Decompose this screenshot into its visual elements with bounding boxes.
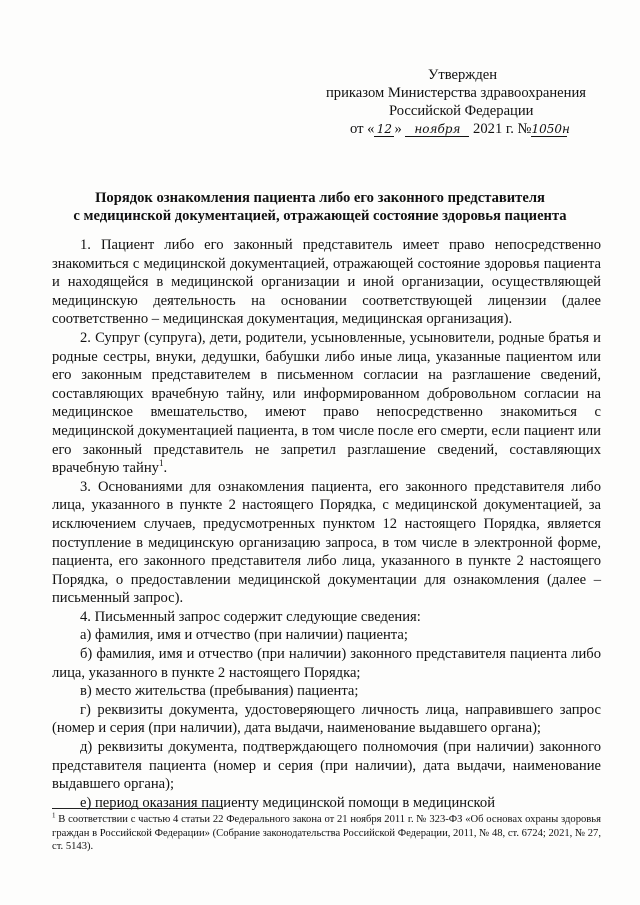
- paragraph-4d: г) реквизиты документа, удостоверяющего личность лица, направившего запрос (номер и серия (при наличии), дата выдачи, наименование выдавшего органа);: [52, 701, 601, 737]
- footnote-separator: [52, 808, 222, 809]
- title-line-2: с медицинской документацией, отражающей состояние здоровья пациента: [73, 208, 567, 224]
- paragraph-1: 1. Пациент либо его законный представитель имеет право непосредственно знакомиться с медицинской документацией, отражающей состояние здоровья пациента и находящейся в медицинской организации и иной организации, осуществляющей медицинскую деятельность на основании соответствующей лицензии (далее соответственно – медицинская документация, медицинская организация).: [52, 237, 601, 328]
- paragraph-4b: б) фамилия, имя и отчество (при наличии) законного представителя пациента либо лица, указанного в пункте 2 настоящего Порядка;: [52, 646, 601, 681]
- paragraph-2-end: .: [163, 460, 168, 477]
- document-title: [40, 189, 600, 225]
- handwritten-day: 12: [374, 122, 394, 137]
- date-mid: »: [394, 121, 402, 137]
- paragraph-4f: е) период оказания пациенту медицинской помощи в медицинской: [80, 794, 496, 811]
- footnote: [52, 813, 601, 854]
- paragraph-4a: а) фамилия, имя и отчество (при наличии) пациента;: [80, 627, 408, 644]
- year-text: 2021 г. №: [473, 121, 532, 137]
- handwritten-month: ноября: [405, 122, 469, 137]
- paragraph-2: [52, 329, 601, 478]
- approval-country: Российской Федерации: [389, 103, 534, 119]
- title-line-1: Порядок ознакомления пациента либо его законного представителя: [95, 190, 545, 206]
- paragraph-2-text: 2. Супруг (супруга), дети, родители, усыновленные, усыновители, родные братья и родные сестры, внуки, дедушки, бабушки либо иные лица, указанные пациентом или его законным представителем в письменном согласии на разглашение сведений, составляющих врачебную тайну, или информированном добровольном согласии на медицинское вмешательство, имеют право непосредственно знакомиться с медицинской документацией пациента, в том числе после его смерти, если пациент или его законный представитель не запретил разглашение сведений, составляющих врачебную тайну: [52, 329, 601, 477]
- approval-block: [320, 66, 600, 138]
- document-body: [52, 236, 601, 812]
- approval-ministry: приказом Министерства здравоохранения: [326, 85, 586, 101]
- paragraph-4: 4. Письменный запрос содержит следующие сведения:: [80, 608, 421, 625]
- paragraph-4c: в) место жительства (пребывания) пациента;: [80, 683, 359, 700]
- approval-heading: Утвержден: [428, 67, 498, 83]
- paragraph-3: 3. Основаниями для ознакомления пациента, его законного представителя либо лица, указанного в пункте 2 настоящего Порядка, с медицинской документацией, за исключением случаев, предусмотренных пунктом 12 настоящего Порядка, является поступление в медицинскую организацию запроса, в том числе в электронной форме, пациента, его законного представителя либо лица, указанного в пункте 2 настоящего Порядка, о предоставлении медицинской документации для ознакомления (далее – письменный запрос).: [52, 478, 601, 607]
- date-prefix: от «: [350, 121, 375, 137]
- handwritten-order-number: 1050н: [531, 122, 570, 136]
- footnote-text: В соответствии с частью 4 статьи 22 Федерального закона от 21 ноября 2011 г. № 323-ФЗ «Об основах охраны здоровья граждан в Российской Федерации» (Собрание законодательства Российской Федерации, 2011, № 48, ст. 6724; 2021, № 27, ст. 5143).: [52, 814, 601, 853]
- approval-date-line: [320, 120, 600, 138]
- paragraph-4e: д) реквизиты документа, подтверждающего полномочия (при наличии) законного представителя пациента (номер и серия (при наличии), дата выдачи, наименование выдавшего органа);: [52, 739, 601, 793]
- footnote-marker: 1: [52, 811, 56, 820]
- footnote-ref: 1: [158, 458, 164, 469]
